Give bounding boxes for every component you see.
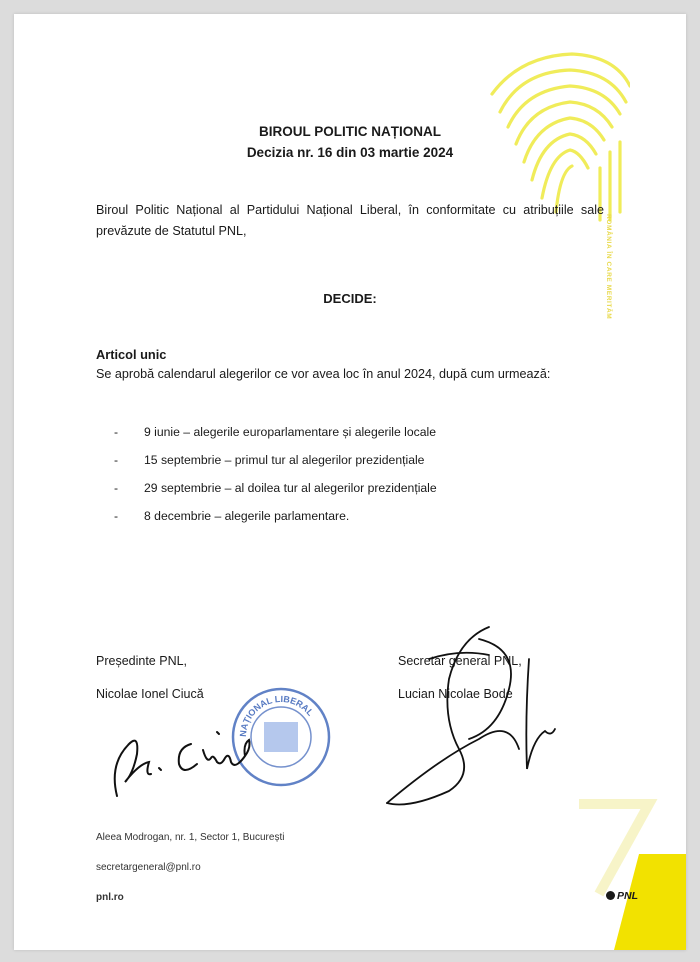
- secretary-signature: [369, 619, 569, 809]
- footer-address: Aleea Modrogan, nr. 1, Sector 1, București: [96, 832, 285, 843]
- list-item: - 9 iunie – alegerile europarlamentare și alegerile locale: [114, 425, 437, 439]
- list-item-text: 9 iunie – alegerile europarlamentare și alegerile locale: [144, 425, 437, 439]
- article-text: Se aprobă calendarul alegerilor ce vor avea loc în anul 2024, după cum urmează:: [96, 367, 551, 381]
- list-item: - 29 septembrie – al doilea tur al alegerilor prezidențiale: [114, 481, 437, 495]
- footer-website: pnl.ro: [96, 892, 124, 903]
- secretary-role: Secretar general PNL,: [398, 654, 522, 668]
- list-item-text: 29 septembrie – al doilea tur al alegerilor prezidențiale: [144, 481, 437, 495]
- organization-title: BIROUL POLITIC NAȚIONAL: [259, 124, 441, 139]
- secretary-name: Lucian Nicolae Bode: [398, 687, 513, 701]
- list-item-text: 15 septembrie – primul tur al alegerilor prezidențiale: [144, 453, 425, 467]
- decision-title: Decizia nr. 16 din 03 martie 2024: [246, 145, 454, 160]
- list-item-text: 8 decembrie – alegerile parlamentare.: [144, 509, 350, 523]
- decide-heading: DECIDE:: [323, 291, 377, 306]
- list-item: - 15 septembrie – primul tur al alegerilor prezidențiale: [114, 453, 425, 467]
- footer-email: secretargeneral@pnl.ro: [96, 862, 201, 873]
- pnl-logo-mark-icon: [606, 891, 615, 900]
- side-slogan-text: ROMÂNIA ÎN CARE MERITĂM: [605, 214, 612, 320]
- election-list: [114, 424, 437, 536]
- list-item: - 8 decembrie – alegerile parlamentare.: [114, 509, 350, 523]
- president-role: Președinte PNL,: [96, 654, 188, 668]
- document-page: [14, 14, 686, 950]
- intro-paragraph: Biroul Politic Național al Partidului Național Liberal, în conformitate cu atribuțiile sale prevăzute de Statutul PNL,: [96, 203, 604, 238]
- article-title: Articol unic: [96, 347, 167, 362]
- president-signature: [99, 704, 274, 804]
- corner-decoration: [559, 784, 686, 950]
- pnl-logo: [606, 890, 638, 902]
- president-name: Nicolae Ionel Ciucă: [96, 687, 204, 701]
- pnl-logo-text: PNL: [617, 890, 638, 902]
- stamp-text: NAȚIONAL LIBERAL: [237, 693, 316, 738]
